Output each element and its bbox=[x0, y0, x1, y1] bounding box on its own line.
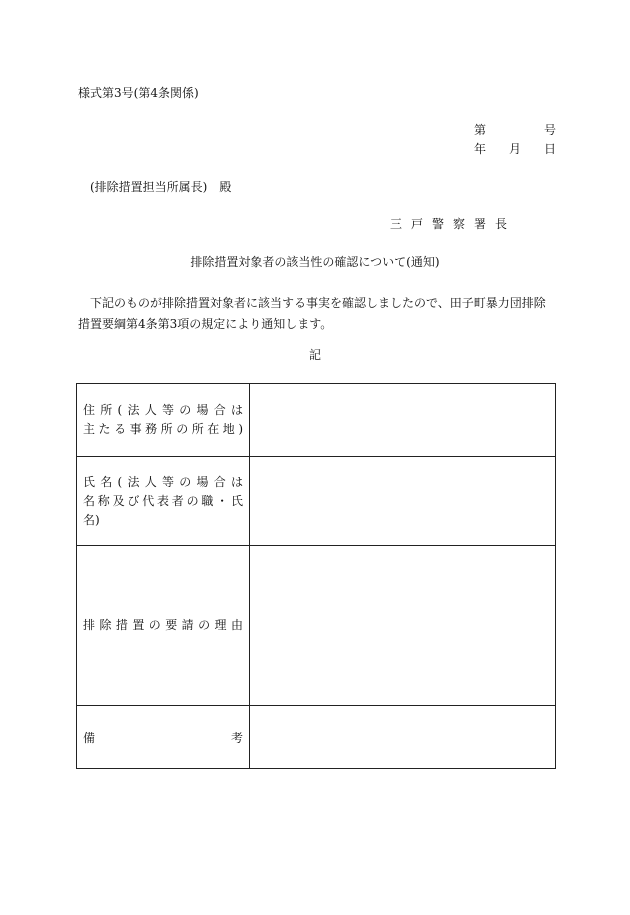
remarks-value-cell[interactable] bbox=[250, 706, 556, 769]
name-label-line3: 名) bbox=[83, 512, 100, 527]
address-label-line2: 主たる事務所の所在地) bbox=[83, 422, 243, 436]
ki-heading: 記 bbox=[308, 348, 321, 362]
remarks-row bbox=[77, 706, 556, 769]
name-label bbox=[77, 457, 250, 546]
remarks-char-1: 備 bbox=[83, 730, 96, 745]
date-year: 年 bbox=[474, 142, 487, 156]
date-month: 月 bbox=[508, 142, 521, 156]
reason-value-cell[interactable] bbox=[250, 546, 556, 706]
remarks-label bbox=[77, 706, 250, 769]
address-label-line1: 住所(法人等の場合は bbox=[83, 403, 243, 417]
reason-label bbox=[77, 546, 250, 706]
remarks-label-text bbox=[83, 729, 243, 746]
sender: 三戸警察署長 bbox=[390, 217, 517, 231]
address-value-cell[interactable] bbox=[250, 384, 556, 457]
name-label-line1: 氏名(法人等の場合は bbox=[83, 474, 243, 489]
address-label bbox=[77, 384, 250, 457]
body-text: 下記のものが排除措置対象者に該当する事実を確認しましたので、田子町暴力団排除措置要綱第4条第3項の規定により通知します。 bbox=[78, 296, 546, 331]
document-date bbox=[474, 143, 556, 155]
record-table bbox=[76, 383, 556, 769]
number-suffix: 号 bbox=[543, 123, 556, 137]
name-row bbox=[77, 457, 556, 546]
document-number bbox=[474, 124, 556, 136]
number-prefix: 第 bbox=[474, 123, 487, 137]
reason-label-text: 排除措置の要請の理由 bbox=[83, 618, 243, 632]
address-row bbox=[77, 384, 556, 457]
form-number: 様式第3号(第4条関係) bbox=[78, 86, 199, 100]
reason-row bbox=[77, 546, 556, 706]
addressee: (排除措置担当所属長) 殿 bbox=[90, 180, 232, 194]
document-title: 排除措置対象者の該当性の確認について(通知) bbox=[190, 255, 440, 269]
name-label-line2: 名称及び代表者の職・氏 bbox=[83, 493, 243, 508]
name-value-cell[interactable] bbox=[250, 457, 556, 546]
remarks-char-2: 考 bbox=[230, 730, 243, 745]
date-day: 日 bbox=[543, 142, 556, 156]
